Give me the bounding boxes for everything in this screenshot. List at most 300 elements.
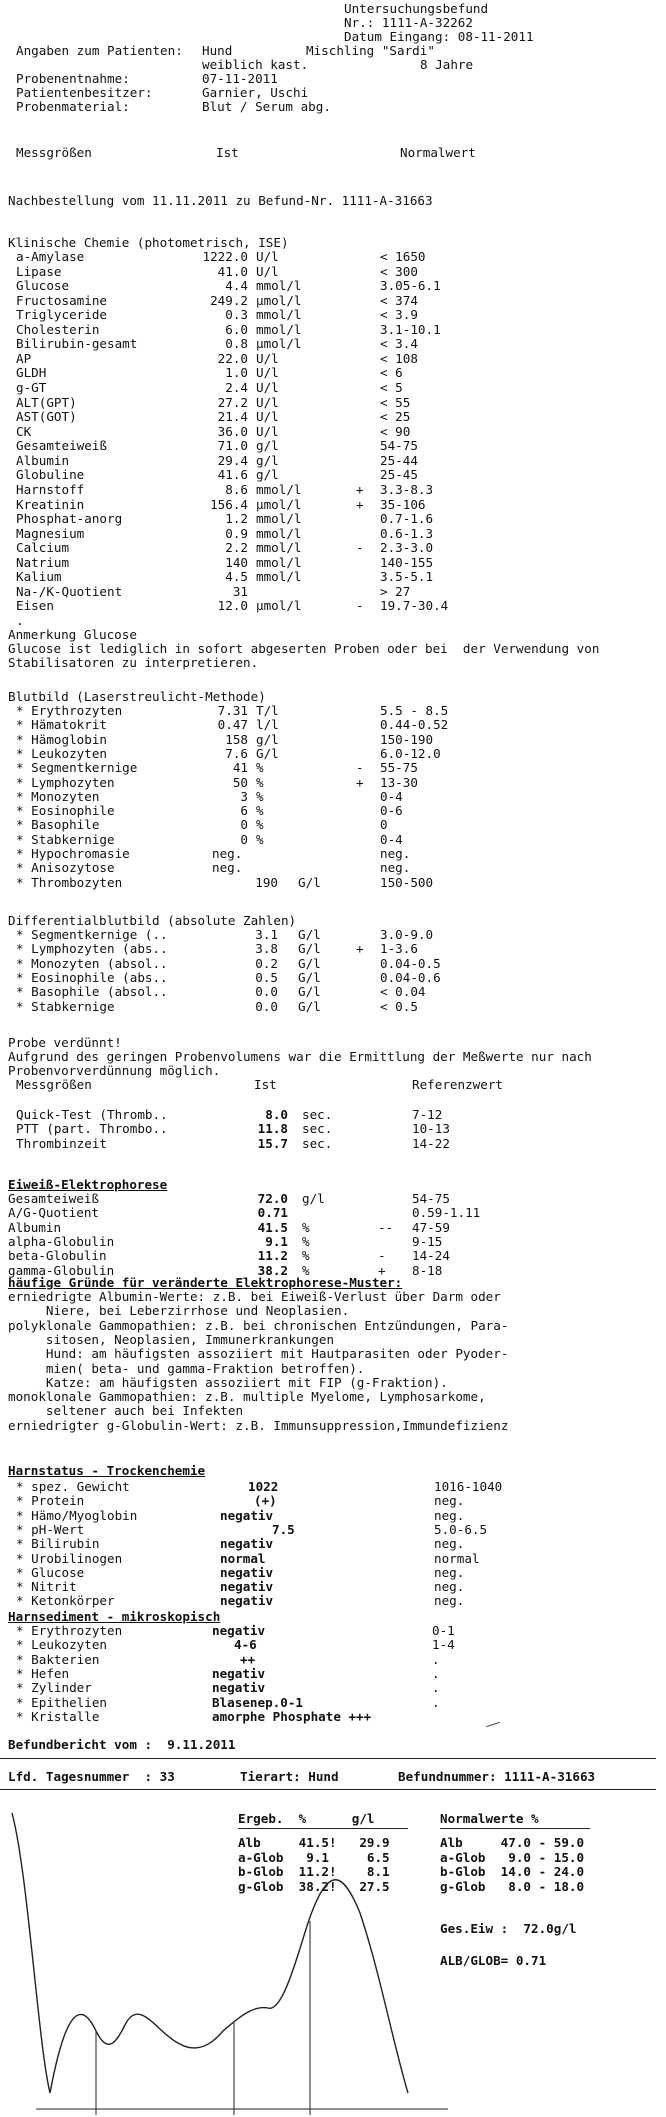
diff-row-ref: 0.04-0.6 [380, 969, 441, 985]
blood-extra-value: neg. [212, 846, 243, 861]
urine-row-name: * Ketonkörper [16, 1593, 115, 1609]
ep-row-unit: % [302, 1233, 310, 1249]
chem-row-name: Glucose [16, 278, 70, 294]
blood-row-unit: % [256, 774, 264, 790]
chem-row-name: g-GT [16, 380, 47, 396]
chem-row-ref: 19.7-30.4 [380, 598, 449, 614]
ep-row-unit: % [302, 1219, 310, 1235]
norm-row: Alb 47.0 - 59.0 [440, 1835, 585, 1850]
chem-row-unit: mmol/l [256, 511, 302, 527]
chem-row-unit: U/l [256, 263, 279, 279]
blood-row-unit: G/l [256, 745, 279, 761]
chem-row-ref: < 3.9 [380, 307, 418, 323]
ep-row-unit: % [302, 1262, 310, 1278]
chem-row-ref: < 90 [380, 423, 411, 439]
urine-row-name: * Hämo/Myoglobin [16, 1507, 138, 1523]
note-line-1: Glucose ist lediglich in sofort abgeserten Proben oder bei der Verwendung von [8, 641, 600, 656]
chem-row-name: Na-/K-Quotient [16, 583, 123, 599]
reason-line: Katze: am häufigsten assoziiert mit FIP (g-Fraktion). [8, 1374, 448, 1390]
diff-row-unit: G/l [298, 969, 321, 985]
stroke-mark [486, 1722, 500, 1727]
diff-row-value: 0.0 [255, 998, 278, 1014]
note-line-2: Stabilisatoren zu interpretieren. [8, 655, 259, 670]
diff-row-value: 0.0 [255, 984, 278, 1000]
urine-row-ref: 1016-1040 [434, 1479, 503, 1494]
chem-row-flag: - [356, 598, 364, 614]
chem-row-ref: 2.3-3.0 [380, 540, 434, 556]
sampling-date: 07-11-2011 [202, 71, 278, 86]
norm-row: b-Glob 14.0 - 24.0 [440, 1864, 585, 1879]
diff-row-unit: G/l [298, 998, 321, 1014]
coag-row-unit: sec. [302, 1121, 333, 1137]
chem-row-name: Cholesterin [16, 321, 100, 337]
reasons-title: häufige Gründe für veränderte Elektrophorese-Muster: [8, 1275, 403, 1290]
chem-row-value: 140 [225, 554, 248, 570]
chem-row-name: Lipase [16, 263, 62, 279]
chem-row-ref: > 27 [380, 583, 411, 599]
chem-row-value: 156.4 [210, 496, 248, 512]
blood-row-name: * Leukozyten [16, 745, 107, 761]
urine-row-value: (+) [254, 1493, 277, 1509]
urine-row-name: * spez. Gewicht [16, 1479, 130, 1494]
chem-row-value: 36.0 [217, 423, 248, 439]
reason-line: Hund: am häufigsten assoziiert mit Hautparasiten oder Pyoder- [8, 1346, 509, 1362]
diff-row-ref: 3.0-9.0 [380, 927, 434, 942]
sediment-row-value: amorphe Phosphate +++ [212, 1708, 372, 1724]
chem-row-ref: 3.5-5.1 [380, 569, 434, 585]
blood-row-name: * Monozyten [16, 788, 100, 804]
reason-line: mien( beta- und gamma-Fraktion betroffen). [8, 1360, 365, 1376]
daily-number: Lfd. Tagesnummer : 33 [8, 1769, 175, 1784]
sediment-row-name: * Bakterien [16, 1651, 100, 1667]
diff-row-name: * Stabkernige [16, 998, 115, 1014]
blood-count-title: Blutbild (Laserstreulicht-Methode) [8, 689, 266, 704]
chem-row-name: Harnstoff [16, 481, 85, 497]
sediment-row-value: negativ [212, 1680, 266, 1696]
alb-glob-ratio: ALB/GLOB= 0.71 [440, 1953, 547, 1968]
sediment-row-ref: . [432, 1665, 440, 1681]
blood-extra-ref: neg. [380, 846, 411, 861]
chemistry-title: Klinische Chemie (photometrisch, ISE) [8, 235, 289, 250]
chem-row-name: Magnesium [16, 525, 85, 541]
chem-row-value: 41.0 [217, 263, 248, 279]
chem-row-name: a-Amylase [16, 249, 85, 264]
norm-header: Normalwerte % [440, 1811, 539, 1826]
blood-row-value: 0 [240, 831, 248, 847]
coag-row-name: Thrombinzeit [16, 1135, 107, 1151]
chem-row-unit: U/l [256, 394, 279, 410]
chem-row-name: Eisen [16, 598, 54, 614]
urine-row-value: negativ [220, 1564, 274, 1580]
blood-row-name: * Eosinophile [16, 803, 115, 819]
chem-row-unit: mmol/l [256, 525, 302, 541]
col-header-normalwert: Normalwert [400, 145, 476, 160]
diff-row-ref: < 0.5 [380, 998, 418, 1014]
patient-age: 8 Jahre [420, 57, 474, 72]
ep-row-value: 41.5 [257, 1219, 288, 1235]
urine-row-value: 7.5 [272, 1521, 295, 1537]
patient-sex: weiblich kast. [202, 57, 309, 72]
coag-row-ref: 7-12 [412, 1107, 443, 1122]
chem-row-value: 2.4 [225, 380, 248, 396]
patient-label: Angaben zum Patienten: [16, 43, 183, 58]
urine-row-name: * Glucose [16, 1564, 85, 1580]
chem-row-unit: g/l [256, 438, 279, 454]
urine-row-value: negativ [220, 1579, 274, 1595]
thrombocytes-name: * Thrombozyten [16, 875, 123, 890]
diff-row-value: 3.8 [255, 941, 278, 957]
blood-row-ref: 0-4 [380, 788, 403, 804]
col-header-messgroessen: Messgrößen [16, 145, 92, 160]
owner-label: Patientenbesitzer: [16, 85, 153, 100]
material-label: Probenmaterial: [16, 99, 130, 114]
norm-row: g-Glob 8.0 - 18.0 [440, 1878, 585, 1894]
chem-row-ref: 25-44 [380, 452, 418, 468]
sediment-row-value: Blasenep.0-1 [212, 1694, 303, 1710]
sediment-row-name: * Leukozyten [16, 1637, 107, 1653]
note-title: Anmerkung Glucose [8, 627, 137, 642]
chem-row-name: AP [16, 350, 32, 366]
sediment-row-value: negativ [212, 1623, 266, 1638]
blood-row-value: 7.6 [225, 745, 248, 761]
blood-row-unit: % [256, 803, 264, 819]
chem-row-name: CK [16, 423, 32, 439]
chem-row-name: Albumin [16, 452, 70, 468]
blood-row-unit: T/l [256, 703, 279, 718]
blood-row-ref: 5.5 - 8.5 [380, 703, 449, 718]
ep-row-name: beta-Globulin [8, 1248, 107, 1264]
ep-row-name: A/G-Quotient [8, 1205, 99, 1221]
diff-row-name: * Monozyten (absol.. [16, 955, 168, 971]
chem-row-name: Natrium [16, 554, 70, 570]
chem-row-name: Phosphat-anorg [16, 511, 123, 527]
blood-row-ref: 150-190 [380, 731, 434, 747]
coag-row-name: Quick-Test (Thromb.. [16, 1107, 168, 1122]
blood-row-value: 0.47 [217, 717, 248, 733]
chem-row-name: Fructosamine [16, 292, 107, 308]
reorder-note: Nachbestellung vom 11.11.2011 zu Befund-Nr. 1111-A-31663 [8, 193, 433, 208]
ep-row-ref: 8-18 [412, 1262, 443, 1278]
report-number-bottom: Befundnummer: 1111-A-31663 [398, 1769, 596, 1784]
sediment-row-value: 4-6 [234, 1637, 257, 1653]
dilution-note-2: Aufgrund des geringen Probenvolumens war die Ermittlung der Meßwerte nur nach [8, 1049, 592, 1064]
chem-row-ref: < 300 [380, 263, 418, 279]
sediment-row-ref: . [432, 1680, 440, 1696]
blood-row-unit: % [256, 760, 264, 776]
diff-row-name: * Basophile (absol.. [16, 984, 168, 1000]
blood-row-value: 158 [225, 731, 248, 747]
chem-row-ref: 140-155 [380, 554, 434, 570]
chem-row-value: 8.6 [225, 481, 248, 497]
reason-line: monoklonale Gammopathien: z.B. multiple Myelome, Lymphosarkome, [8, 1389, 486, 1405]
diff-row-ref: 1-3.6 [380, 941, 418, 957]
chem-row-flag: + [356, 496, 364, 512]
chem-row-value: 1.0 [225, 365, 248, 381]
chem-row-name: ALT(GPT) [16, 394, 77, 410]
animal-species: Tierart: Hund [240, 1769, 339, 1784]
diff-row-name: * Lymphozyten (abs.. [16, 941, 168, 957]
diff-row-ref: 0.04-0.5 [380, 955, 441, 971]
col-header-ist: Ist [216, 145, 239, 160]
blood-row-unit: g/l [256, 731, 279, 747]
chem-row-value: 71.0 [217, 438, 248, 454]
chem-row-name: AST(GOT) [16, 409, 77, 425]
ep-row-flag: -- [378, 1219, 394, 1235]
chem-row-ref: 54-75 [380, 438, 418, 454]
urine-row-name: * Urobilinogen [16, 1550, 123, 1566]
total-protein: Ges.Eiw : 72.0g/l [440, 1921, 577, 1936]
differential-title: Differentialblutbild (absolute Zahlen) [8, 913, 297, 928]
sediment-row-value: negativ [212, 1665, 266, 1681]
ep-row-name: alpha-Globulin [8, 1233, 115, 1249]
ep-row-unit: g/l [302, 1191, 325, 1206]
chem-row-value: 41.6 [217, 467, 248, 483]
diff-row-unit: G/l [298, 941, 321, 957]
urine-row-value: 1022 [248, 1479, 279, 1494]
blood-row-name: * Lymphozyten [16, 774, 115, 790]
sediment-row-name: * Epithelien [16, 1694, 107, 1710]
chem-row-ref: 0.6-1.3 [380, 525, 434, 541]
urine-row-value: negativ [220, 1536, 274, 1552]
blood-row-name: * Stabkernige [16, 831, 115, 847]
blood-row-value: 6 [240, 803, 248, 819]
chem-row-unit: mmol/l [256, 307, 302, 323]
blood-row-value: 3 [240, 788, 248, 804]
chem-row-unit: U/l [256, 249, 279, 264]
chem-row-unit: U/l [256, 380, 279, 396]
sediment-title: Harnsediment - mikroskopisch [8, 1609, 221, 1624]
diff-row-value: 3.1 [255, 927, 278, 942]
coag-row-unit: sec. [302, 1107, 333, 1122]
blood-row-ref: 0.44-0.52 [380, 717, 449, 733]
chem-row-value: 1.2 [225, 511, 248, 527]
blood-extra-ref: neg. [380, 860, 411, 876]
chem-row-ref: 25-45 [380, 467, 418, 483]
chem-row-name: GLDH [16, 365, 47, 381]
urine-status-title: Harnstatus - Trockenchemie [8, 1463, 206, 1478]
ep-row-value: 11.2 [257, 1248, 288, 1264]
chem-row-unit: mmol/l [256, 554, 302, 570]
diff-row-name: * Eosinophile (abs.. [16, 969, 168, 985]
chem-row-ref: < 6 [380, 365, 403, 381]
ep-row-value: 0.71 [257, 1205, 288, 1221]
chem-row-value: 12.0 [217, 598, 248, 614]
ep-row-name: gamma-Globulin [8, 1262, 115, 1278]
coag-row-value: 8.0 [265, 1107, 288, 1122]
reason-line: polyklonale Gammopathien: z.B. bei chronischen Entzündungen, Para- [8, 1317, 509, 1333]
chem-row-ref: < 5 [380, 380, 403, 396]
ep-row-unit: % [302, 1248, 310, 1264]
chem-row-unit: g/l [256, 452, 279, 468]
ep-row-ref: 14-24 [412, 1248, 450, 1264]
chem-row-name: Gesamteiweiß [16, 438, 107, 454]
result-row: a-Glob 9.1 6.5 [238, 1849, 390, 1865]
chem-row-ref: 0.7-1.6 [380, 511, 434, 527]
blood-row-unit: % [256, 831, 264, 847]
urine-row-ref: normal [434, 1550, 480, 1566]
urine-row-name: * Bilirubin [16, 1536, 100, 1552]
chem-row-unit: µmol/l [256, 292, 302, 308]
chem-row-unit: g/l [256, 467, 279, 483]
chem-row-name: Globuline [16, 467, 85, 483]
ep-row-ref: 54-75 [412, 1191, 450, 1206]
diff-row-unit: G/l [298, 955, 321, 971]
chem-row-unit: mmol/l [256, 569, 302, 585]
diff-row-unit: G/l [298, 927, 321, 942]
sediment-row-ref: 1-4 [432, 1637, 455, 1653]
blood-row-flag: - [356, 760, 364, 776]
receipt-date: Datum Eingang: 08-11-2011 [344, 29, 534, 44]
chem-row-value: 249.2 [210, 292, 248, 308]
ep-row-flag: - [378, 1248, 386, 1264]
electrophoresis-curve [8, 1793, 448, 2115]
chem-row-name: Bilirubin-gesamt [16, 336, 138, 352]
chem-row-unit: µmol/l [256, 598, 302, 614]
urine-row-value: negativ [220, 1507, 274, 1523]
chem-row-ref: < 3.4 [380, 336, 418, 352]
chemistry-dot: . [16, 613, 24, 628]
urine-row-name: * pH-Wert [16, 1521, 85, 1537]
sediment-row-name: * Hefen [16, 1665, 70, 1681]
blood-row-ref: 6.0-12.0 [380, 745, 441, 761]
chem-row-ref: 3.05-6.1 [380, 278, 441, 294]
chem-row-name: Kreatinin [16, 496, 85, 512]
chem-row-value: 2.2 [225, 540, 248, 556]
urine-row-ref: neg. [434, 1593, 465, 1609]
chem-row-unit: mmol/l [256, 321, 302, 337]
result-row: Alb 41.5! 29.9 [238, 1835, 390, 1850]
urine-row-value: negativ [220, 1593, 274, 1609]
ep-row-name: Albumin [8, 1219, 62, 1235]
chem-row-value: 29.4 [217, 452, 248, 468]
ep-row-flag: + [378, 1262, 386, 1278]
coag-col-referenz: Referenzwert [412, 1077, 503, 1092]
reason-line: sitosen, Neoplasien, Immunerkrankungen [8, 1331, 335, 1347]
chem-row-value: 6.0 [225, 321, 248, 337]
thrombocytes-unit: G/l [298, 875, 321, 890]
electrophoresis-trace [12, 1813, 408, 2093]
blood-extra-value: neg. [212, 860, 243, 876]
chem-row-unit: mmol/l [256, 481, 302, 497]
blood-row-value: 0 [240, 817, 248, 833]
urine-row-name: * Protein [16, 1493, 85, 1509]
reason-line: erniedrigte Albumin-Werte: z.B. bei Eiweiß-Verlust über Darm oder [8, 1289, 501, 1304]
chem-row-value: 4.4 [225, 278, 248, 294]
chem-row-ref: 3.1-10.1 [380, 321, 441, 337]
chem-row-value: 4.5 [225, 569, 248, 585]
urine-row-ref: neg. [434, 1579, 465, 1595]
divider-2 [0, 1789, 656, 1790]
urine-row-ref: neg. [434, 1536, 465, 1552]
diff-row-flag: + [356, 941, 364, 957]
chem-row-value: 27.2 [217, 394, 248, 410]
blood-row-flag: + [356, 774, 364, 790]
blood-row-name: * Hämatokrit [16, 717, 107, 733]
sediment-row-ref: 0-1 [432, 1623, 455, 1638]
urine-row-ref: 5.0-6.5 [434, 1521, 488, 1537]
coag-row-name: PTT (part. Thrombo.. [16, 1121, 168, 1137]
blood-row-unit: l/l [256, 717, 279, 733]
patient-species: Hund [202, 43, 233, 58]
urine-row-ref: neg. [434, 1507, 465, 1523]
chem-row-unit: U/l [256, 423, 279, 439]
urine-row-ref: neg. [434, 1493, 465, 1509]
ep-row-ref: 47-59 [412, 1219, 450, 1235]
divider [0, 1758, 656, 1759]
result-row: g-Glob 38.2! 27.5 [238, 1878, 390, 1894]
sampling-label: Probenentnahme: [16, 71, 130, 86]
report-number: Nr.: 1111-A-32262 [344, 15, 473, 30]
blood-row-name: * Hämoglobin [16, 731, 107, 747]
chem-row-flag: + [356, 481, 364, 497]
chem-row-ref: < 374 [380, 292, 418, 308]
dilution-note-3: Probenvorverdünnung möglich. [8, 1063, 221, 1078]
blood-row-ref: 13-30 [380, 774, 418, 790]
chem-row-ref: < 1650 [380, 249, 426, 264]
norm-underline [440, 1828, 590, 1829]
blood-row-ref: 0-4 [380, 831, 403, 847]
blood-row-name: * Segmentkernige [16, 760, 138, 776]
sediment-row-name: * Zylinder [16, 1680, 92, 1696]
chem-row-unit: U/l [256, 365, 279, 381]
chem-row-value: 31 [232, 583, 248, 599]
sediment-row-name: * Kristalle [16, 1708, 100, 1724]
report-title: Untersuchungsbefund [344, 1, 489, 16]
chem-row-ref: 35-106 [380, 496, 426, 512]
coag-row-ref: 14-22 [412, 1135, 450, 1151]
electrophoresis-title: Eiweiß-Elektrophorese [8, 1177, 168, 1192]
chem-row-name: Calcium [16, 540, 70, 556]
chem-row-ref: < 108 [380, 350, 418, 366]
ep-row-value: 38.2 [257, 1262, 288, 1278]
blood-row-value: 41 [232, 760, 248, 776]
results-header: Ergeb. % g/l [238, 1811, 375, 1826]
ep-row-ref: 0.59-1.11 [412, 1205, 481, 1221]
norm-row: a-Glob 9.0 - 15.0 [440, 1849, 585, 1865]
urine-row-name: * Nitrit [16, 1579, 77, 1595]
blood-row-value: 50 [232, 774, 248, 790]
dilution-note: Probe verdünnt! [8, 1035, 122, 1050]
sediment-row-ref: . [432, 1651, 440, 1667]
blood-row-value: 7.31 [217, 703, 248, 718]
chem-row-value: 21.4 [217, 409, 248, 425]
thrombocytes-value: 190 [255, 875, 278, 890]
chem-row-ref: < 55 [380, 394, 411, 410]
reason-line: Niere, bei Leberzirrhose und Neoplasien. [8, 1303, 350, 1319]
sediment-row-value: ++ [240, 1651, 256, 1667]
reason-line: erniedrigter g-Globulin-Wert: z.B. Immunsuppression,Immundefizienz [8, 1417, 509, 1433]
chem-row-unit: µmol/l [256, 496, 302, 512]
owner-name: Garnier, Uschi [202, 85, 309, 100]
diff-row-name: * Segmentkernige (.. [16, 927, 168, 942]
blood-extra-name: * Hypochromasie [16, 846, 130, 861]
diff-row-value: 0.5 [255, 969, 278, 985]
urine-row-ref: neg. [434, 1564, 465, 1580]
urine-row-value: normal [220, 1550, 266, 1566]
blood-row-unit: % [256, 817, 264, 833]
chem-row-value: 1222.0 [202, 249, 248, 264]
chem-row-unit: U/l [256, 350, 279, 366]
ep-row-value: 9.1 [265, 1233, 288, 1249]
chem-row-unit: mmol/l [256, 540, 302, 556]
coag-row-value: 15.7 [257, 1135, 288, 1151]
chem-row-flag: - [356, 540, 364, 556]
coag-row-value: 11.8 [257, 1121, 288, 1137]
chem-row-unit: µmol/l [256, 336, 302, 352]
diff-row-value: 0.2 [255, 955, 278, 971]
coag-row-ref: 10-13 [412, 1121, 450, 1137]
chem-row-ref: 3.3-8.3 [380, 481, 434, 497]
